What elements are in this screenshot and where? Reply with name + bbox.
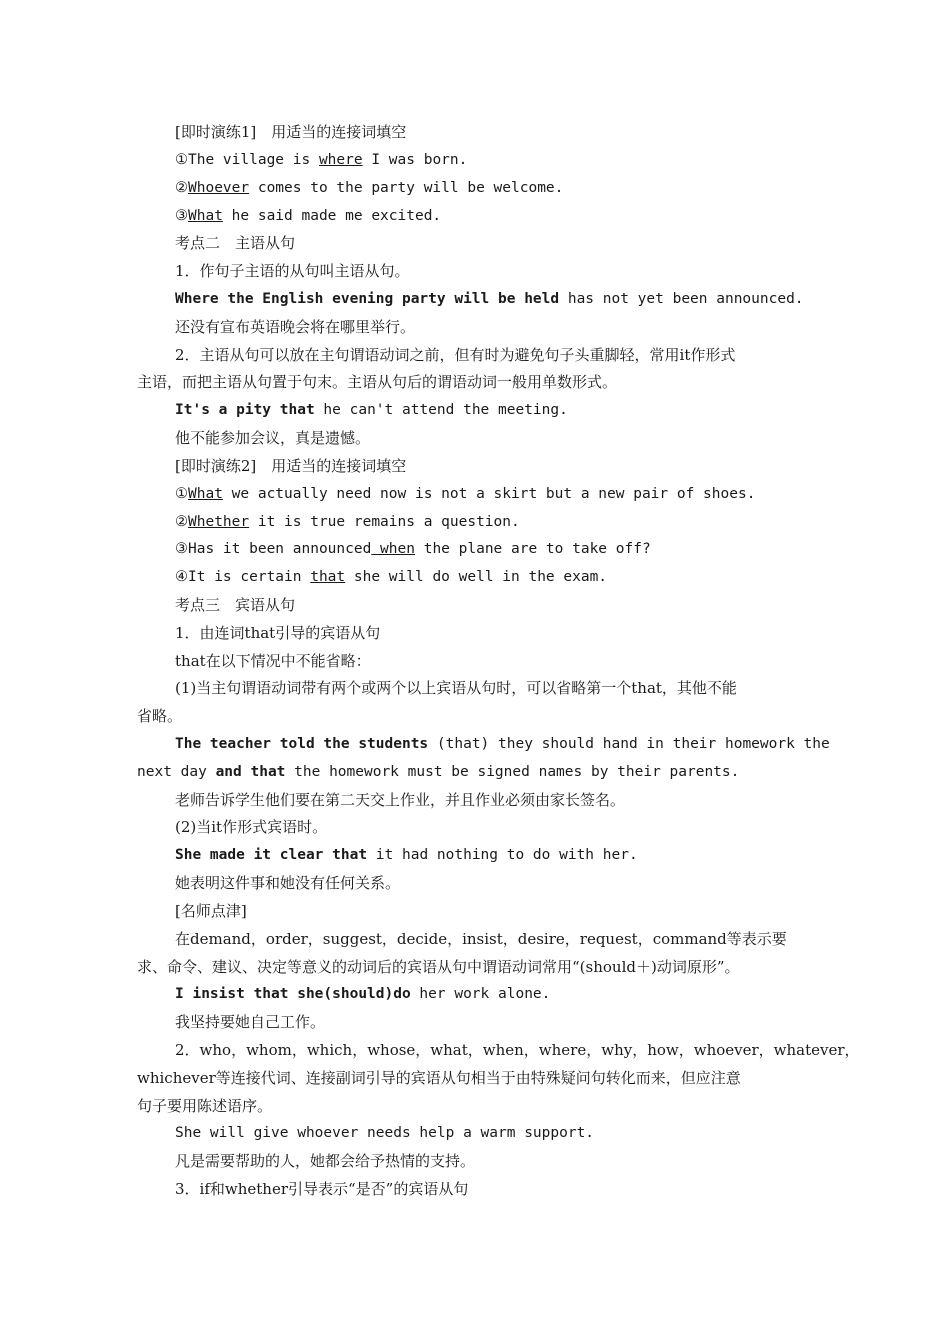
point3-para-2-line-2: whichever等连接代词、连接副词引导的宾语从句相当于由特殊疑问句转化而来，但应注意	[137, 1069, 741, 1087]
answer-blank: Whoever	[188, 180, 250, 196]
point2-heading: 考点二 主语从句	[175, 234, 296, 252]
point3-heading: 考点三 宾语从句	[175, 596, 296, 614]
point3-example-3-translation: 我坚持要她自己工作。	[175, 1013, 326, 1031]
teacher-tip-heading: [名师点津]	[175, 902, 247, 920]
practice2-heading: [即时演练2] 用适当的连接词填空	[175, 457, 407, 475]
point3-example-4-translation: 凡是需要帮助的人，她都会给予热情的支持。	[175, 1152, 476, 1170]
point2-example-2-translation: 他不能参加会议，真是遗憾。	[175, 429, 371, 447]
practice2-item-4: ④It is certain that she will do well in the exam.	[175, 569, 608, 585]
point2-para-2-line-1: 2．主语从句可以放在主句谓语动词之前，但有时为避免句子头重脚轻，常用it作形式	[175, 346, 736, 364]
point3-para-1: 1．由连词that引导的宾语从句	[175, 624, 381, 642]
point3-example-4: She will give whoever needs help a warm support.	[175, 1125, 595, 1141]
point2-example-1-translation: 还没有宣布英语晚会将在哪里举行。	[175, 318, 416, 336]
point2-example-1: Where the English evening party will be held has not yet been announced.	[175, 291, 804, 307]
point3-para-3: 3．if和whether引导表示“是否”的宾语从句	[175, 1180, 469, 1198]
practice2-item-1: ①What we actually need now is not a skirt but a new pair of shoes.	[175, 486, 756, 502]
practice1-item-2: ②Whoever comes to the party will be welcome.	[175, 180, 564, 196]
practice1-item-1: ①The village is where I was born.	[175, 152, 468, 168]
answer-blank: when	[371, 541, 415, 557]
point3-para-2-line-1: 2．who，whom，which，whose，what，when，where，why，how，whoever，whatever，	[175, 1041, 860, 1059]
teacher-tip-line-2: 求、命令、建议、决定等意义的动词后的宾语从句中谓语动词常用“(should＋)动词原形”。	[137, 958, 740, 976]
point3-example-3: I insist that she(should)do her work alone.	[175, 986, 551, 1002]
teacher-tip-line-1: 在demand，order，suggest，decide，insist，desire，request，command等表示要	[175, 930, 787, 948]
answer-blank: that	[310, 569, 346, 585]
point3-example-2-translation: 她表明这件事和她没有任何关系。	[175, 874, 401, 892]
practice1-heading: [即时演练1] 用适当的连接词填空	[175, 123, 407, 141]
answer-blank: Whether	[188, 514, 250, 530]
answer-blank: What	[188, 486, 223, 502]
point3-example-2: She made it clear that it had nothing to do with her.	[175, 847, 638, 863]
point2-example-2: It's a pity that he can't attend the meeting.	[175, 402, 568, 418]
point3-case-1-line-1: (1)当主句谓语动词带有两个或两个以上宾语从句时，可以省略第一个that，其他不能	[175, 679, 737, 697]
point3-example-1-line-1: The teacher told the students (that) they should hand in their homework the	[175, 736, 830, 752]
practice2-item-3: ③Has it been announced when the plane are to take off?	[175, 541, 651, 557]
point3-para-1-sub: that在以下情况中不能省略：	[175, 652, 371, 670]
practice1-item-3: ③What he said made me excited.	[175, 208, 442, 224]
answer-blank: What	[188, 208, 223, 224]
point3-example-1-translation: 老师告诉学生他们要在第二天交上作业，并且作业必须由家长签名。	[175, 791, 626, 809]
answer-blank: where	[318, 152, 363, 168]
point2-para-1: 1．作句子主语的从句叫主语从句。	[175, 262, 410, 280]
point3-case-1-line-2: 省略。	[137, 707, 183, 725]
practice2-item-2: ②Whether it is true remains a question.	[175, 514, 520, 530]
point3-example-1-line-2: next day and that the homework must be signed names by their parents.	[137, 764, 740, 780]
point3-case-2: (2)当it作形式宾语时。	[175, 818, 328, 836]
point3-para-2-line-3: 句子要用陈述语序。	[137, 1097, 273, 1115]
point2-para-2-line-2: 主语，而把主语从句置于句末。主语从句后的谓语动词一般用单数形式。	[137, 373, 618, 391]
